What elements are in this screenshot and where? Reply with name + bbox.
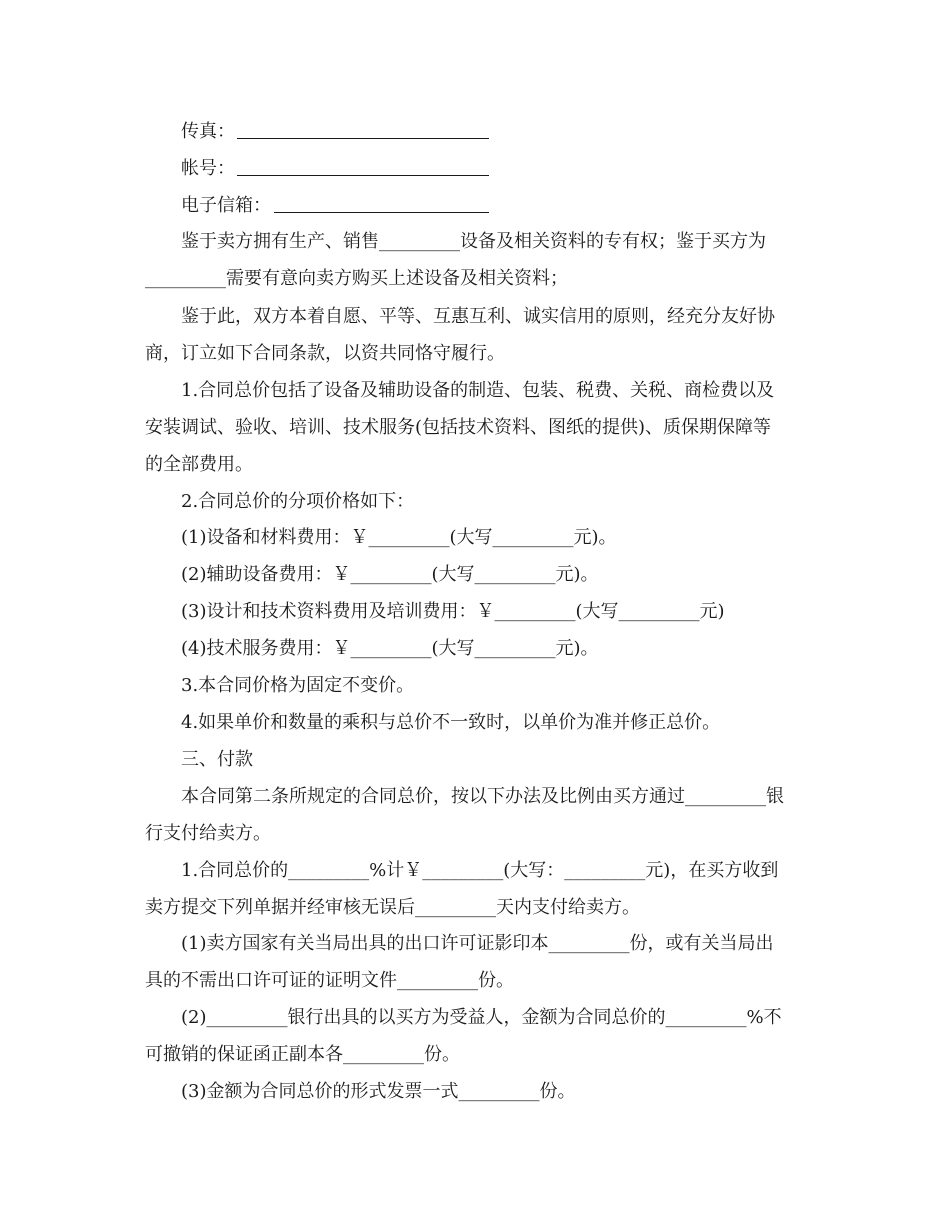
clause-1-line-2: 安装调试、验收、培训、技术服务(包括技术资料、图纸的提供)、质保期保障等 <box>145 417 772 438</box>
fax-label: 传真： <box>181 121 235 142</box>
payment-1-line-1: 1.合同总价的_________%计￥_________(大写：_________元)，在买方收到 <box>181 860 779 881</box>
payment-1-item-1-line-1: (1)卖方国家有关当局出具的出口许可证影印本_________份，或有关当局出 <box>181 933 774 954</box>
whereas-2-line-1: 鉴于此，双方本着自愿、平等、互惠互利、诚实信用的原则，经充分友好协 <box>181 306 775 327</box>
clause-1-line-3: 的全部费用。 <box>145 454 253 475</box>
clause-2-item-1: (1)设备和材料费用：￥_________(大写_________元)。 <box>181 527 617 548</box>
email-label: 电子信箱： <box>181 195 271 216</box>
payment-intro-line-2: 行支付给卖方。 <box>145 823 271 844</box>
section-heading-payment: 三、付款 <box>181 749 253 770</box>
payment-1-line-2: 卖方提交下列单据并经审核无误后_________天内支付给卖方。 <box>145 897 640 918</box>
payment-1-item-1-line-2: 具的不需出口许可证的证明文件_________份。 <box>145 970 514 991</box>
fax-blank <box>237 138 489 139</box>
whereas-2-line-2: 商，订立如下合同条款，以资共同恪守履行。 <box>145 343 505 364</box>
whereas-1-line-1: 鉴于卖方拥有生产、销售_________设备及相关资料的专有权；鉴于买方为 <box>181 231 766 252</box>
clause-4: 4.如果单价和数量的乘积与总价不一致时，以单价为准并修正总价。 <box>181 712 721 733</box>
account-blank <box>237 175 489 176</box>
clause-3: 3.本合同价格为固定不变价。 <box>181 675 415 696</box>
account-label: 帐号： <box>181 158 235 179</box>
payment-1-item-3: (3)金额为合同总价的形式发票一式_________份。 <box>181 1081 576 1102</box>
clause-2-item-3: (3)设计和技术资料费用及培训费用：￥_________(大写_________元) <box>181 601 725 622</box>
payment-intro-line-1: 本合同第二条所规定的合同总价，按以下办法及比例由买方通过_________银 <box>181 786 784 807</box>
payment-1-item-2-line-1: (2)_________银行出具的以买方为受益人，金额为合同总价的_________%不 <box>181 1007 782 1028</box>
payment-1-item-2-line-2: 可撤销的保证函正副本各_________份。 <box>145 1044 460 1065</box>
clause-2-item-2: (2)辅助设备费用：￥_________(大写_________元)。 <box>181 564 599 585</box>
whereas-1-line-2: _________需要有意向卖方购买上述设备及相关资料； <box>145 268 568 289</box>
email-blank <box>274 212 489 213</box>
clause-2: 2.合同总价的分项价格如下： <box>181 491 415 512</box>
clause-2-item-4: (4)技术服务费用：￥_________(大写_________元)。 <box>181 638 599 659</box>
clause-1-line-1: 1.合同总价包括了设备及辅助设备的制造、包装、税费、关税、商检费以及 <box>181 380 775 401</box>
